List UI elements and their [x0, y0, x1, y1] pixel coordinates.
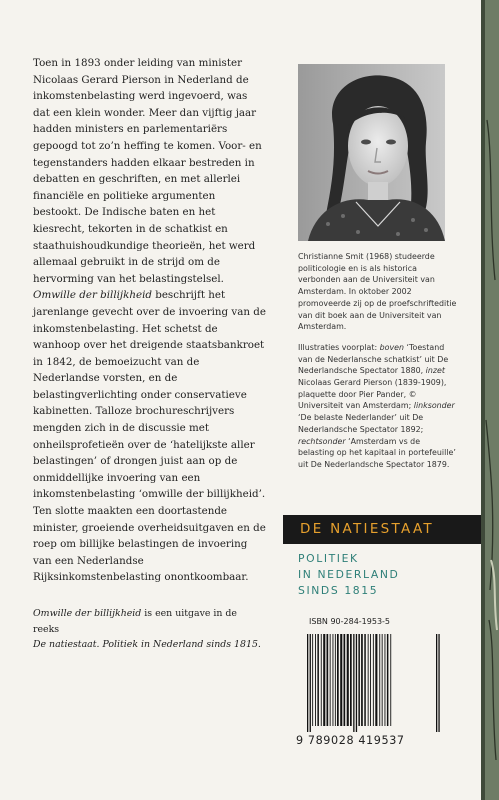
barcode-bar: [353, 634, 354, 732]
barcode-bar: [356, 634, 357, 732]
series-note-end: .: [257, 639, 261, 650]
barcode-bar: [323, 634, 325, 726]
blurb-paragraph-2: [33, 287, 266, 586]
barcode-bar: [361, 634, 363, 726]
barcode-bar: [436, 634, 437, 732]
series-note-title: Omwille der billijkheid: [33, 608, 142, 619]
barcode-bar: [385, 634, 386, 726]
author-portrait-photo: [298, 64, 445, 241]
illus-linksonder-text: ‘De belaste Nederlander’ uit De Nederlandsche Spectator 1892;: [298, 413, 424, 434]
illus-boven-label: boven: [379, 342, 404, 352]
illus-boven-text: ‘Toestand van de Nederlansche schatkist’ uit De Nederlandsche Spectator 1880,: [298, 342, 449, 376]
barcode-bar: [387, 634, 389, 726]
series-band: [283, 515, 481, 544]
barcode-bar: [315, 634, 316, 726]
barcode-bar: [347, 634, 349, 726]
barcode-digits: 9 789028 419537: [296, 734, 405, 747]
barcode-bar: [375, 634, 377, 726]
barcode-bar: [330, 634, 331, 726]
series-note-middle: is een uitgave in de reeks: [33, 608, 237, 635]
barcode-bar: [317, 634, 319, 726]
series-subtitle-line: POLITIEK: [298, 552, 359, 565]
barcode-bar: [368, 634, 369, 726]
barcode-bar: [382, 634, 383, 726]
series-subtitle: [298, 551, 399, 598]
barcode-bar: [310, 634, 311, 732]
ean-barcode: [306, 634, 440, 732]
barcode-bar: [350, 634, 352, 726]
illus-intro: Illustraties voorplat:: [298, 342, 380, 352]
barcode-bar: [307, 634, 308, 732]
barcode-bar: [373, 634, 374, 726]
barcode-bar: [335, 634, 336, 726]
barcode-bar: [358, 634, 360, 726]
book-title: Omwille der billijkheid: [33, 289, 152, 302]
series-note-series: De natiestaat. Politiek in Nederland sinds 1815: [33, 639, 258, 650]
illustration-credits: [298, 342, 458, 471]
barcode-bar: [337, 634, 339, 726]
illus-linksonder-label: linksonder: [413, 401, 455, 411]
illus-rechtsonder-text: ‘Amsterdam vs de belasting op het kapitaal in portefeuille’ uit De Nederlandsche Spectator 1879.: [298, 436, 456, 469]
blurb-paragraph-1: Toen in 1893 onder leiding van minister Nicolaas Gerard Pierson in Nederland de inkomstenbelasting werd ingevoerd, was dat een klein wonder. Meer dan vijftig jaar hadden ministers en parlementariërs gepoogd tot zo’n heffing te komen. Voor- en tegenstanders hadden elkaar bestreden in debatten en geschriften, en met allerlei financiële en politieke argumenten bestookt. De Indische baten en het kiesrecht, tekorten in de schatkist en staathuishoudkundige theorieën, het werd allemaal gebruikt in de strijd om de hervorming van het belastingstelsel.: [33, 57, 262, 285]
barcode-bar: [370, 634, 371, 726]
series-name: DE NATIESTAAT: [300, 521, 434, 537]
illus-inzet-label: inzet: [425, 366, 445, 376]
blurb-paragraph-2-text: beschrijft het jarenlange gevecht over de invoering van de inkomstenbelasting. Het schetst de wanhoop over het dreigende staatsbankroet in 1842, de bemoeizucht van de Nederlandse vorsten, en de belastingverlichting onder conservatieve kabinetten. Talloze brochureschrijvers mengden zich in de discussie met onheilsprofetieën over de ‘hatelijkste aller belastingen’ of drongen juist aan op de onmiddellijke invoering van een inkomstenbelasting ‘omwille der billijkheid’. Ten slotte maakten een doortastende minister, groeiende overheidsuitgaven en de roep om billijke belastingen de invoering van een Nederlandse Rijksinkomstenbelasting onontkoombaar.: [33, 289, 266, 584]
author-info: [298, 251, 458, 471]
series-note: [33, 606, 266, 653]
barcode-bar: [379, 634, 380, 726]
barcode-bar: [327, 634, 329, 726]
barcode-bar: [312, 634, 313, 726]
illus-inzet-text: Nicolaas Gerard Pierson (1839-1909), plaquette door Pier Pander, © Universiteit van Amsterdam;: [298, 378, 447, 411]
illus-rechtsonder-label: rechtsonder: [298, 436, 346, 446]
barcode-bar: [364, 634, 366, 726]
barcode-bar: [344, 634, 346, 726]
author-bio: Christianne Smit (1968) studeerde politicologie en is als historica verbonden aan de Universiteit van Amsterdam. In oktober 2002 promoveerde zij op de proefschrifteditie van dit boek aan de Universiteit van Amsterdam.: [298, 252, 457, 332]
barcode-bar: [340, 634, 342, 726]
barcode-bar: [390, 634, 391, 726]
barcode-bar: [321, 634, 322, 726]
adjacent-cover-edge: [481, 0, 499, 800]
blurb: [33, 55, 266, 653]
barcode-bar: [333, 634, 334, 726]
barcode-bar: [438, 634, 439, 732]
series-subtitle-line: IN NEDERLAND: [298, 567, 400, 581]
series-subtitle-line: SINDS 1815: [298, 583, 379, 597]
isbn-label: ISBN 90-284-1953-5: [309, 617, 391, 626]
